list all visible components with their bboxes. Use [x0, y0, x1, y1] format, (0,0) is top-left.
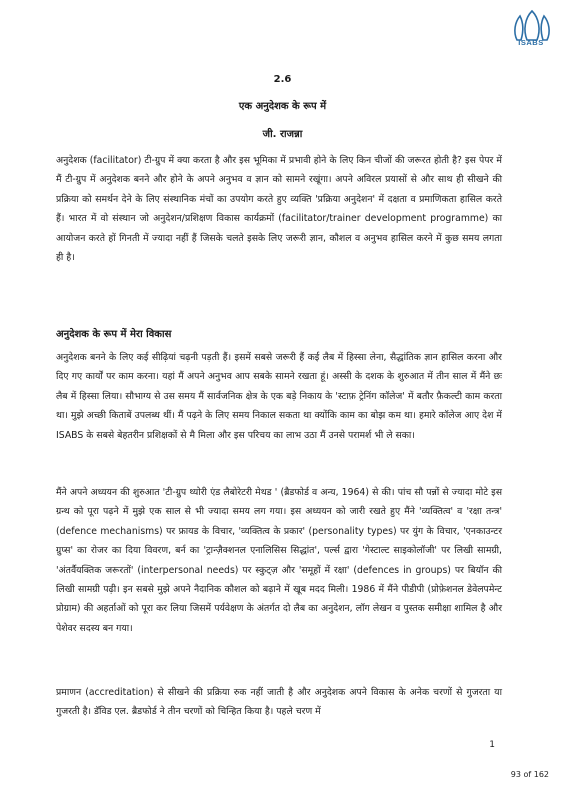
paragraph-3: मैंने अपने अध्ययन की शुरुआत 'टी-ग्रुप थ्योरी एंड लैबोरेटरी मेथड ' (ब्रैडफोर्ड व अन्य, 1964) से की। पांच सौ पन्नों से ज्यादा मोटे इस ग्रन्थ को पूरा पढ़ने में मुझे एक साल से भी ज्यादा समय लग गया। इस अध्ययन को जारी रखते हुए मैंने 'व्यक्तित्व' व 'रक्षा तन्त्र' (defence mechanisms) पर फ्रायड के विचार, 'व्यक्तित्व के प्रकार' (personality types) पर युंग के विचार, 'एनकाउन्टर ग्रुप्स' का रोजर का दिया विवरण, बर्न का 'ट्रान्ज़ैक्शनल एनालिसिस सिद्धांत', पर्ल्स द्वारा 'गेस्टाल्ट साइकोलॉजी' पर लिखी सामग्री, 'अंतर्वैयक्तिक जरूरतों' (interpersonal needs) पर स्कुट्ज़ और 'समूहों में रक्षा' (defences in groups) पर बियॉन की लिखी सामग्री पढ़ी। इन सबसे मुझे अपने नैदानिक कौशल को बढ़ाने में खूब मदद मिली। 1986 में मैंने पीडीपी (प्रोफ़ेशनल डेवेलपमेन्ट प्रोग्राम) की अहर्ताओं को पूरा कर लिया जिसमें पर्यवेक्षण के अंतर्गत दो लैब का अनुदेशन, लॉग लेखन व पुस्तक समीक्षा शामिल है और पेशेवर सदस्य बन गया। — [56, 487, 502, 634]
paragraph-1: अनुदेशक (facilitator) टी-ग्रुप में क्या करता है और इस भूमिका में प्रभावी होने के लिए किन चीजों की जरूरत होती है? इस पेपर में मैं टी-ग्रुप में अनुदेशक बनने और होने के अपने अनुभव व ज्ञान को सामने रखूंगा। अपने अविरल प्रयासों से और साथ ही सीखने की प्रक्रिया को समर्थन देने के लिए संस्थानिक मंचों का उपयोग करते हुए व्यक्ति 'प्रक्रिया अनुदेशन' में दक्षता व प्रमाणिकता हासिल करते हैं। भारत में वो संस्थान जो अनुदेशन/प्रशिक्षण विकास कार्यक्रमों (facilitator/trainer development programme) का आयोजन करते हों गिनती में ज्यादा नहीं हैं जिसके चलते इसके लिए जरूरी ज्ञान, कौशल व अनुभव हासिल करने में कुछ समय लगता ही है। — [56, 155, 502, 264]
page-number: 1 — [489, 740, 495, 750]
section-subheading: अनुदेशक के रूप में मेरा विकास — [56, 329, 172, 340]
logo-text: ISABS — [518, 38, 544, 47]
paragraph-2: अनुदेशक बनने के लिए कई सीढ़ियां चढ़नी पड़ती हैं। इसमें सबसे जरूरी हैं कई लैब में हिस्सा लेना, सैद्धांतिक ज्ञान हासिल करना और दिए गए कार्यों पर काम करना। यहां मैं अपने अनुभव आप सबके सामने रखता हूं। अस्सी के दशक के शुरुआत में तीन साल में मैंने छः लैब में हिस्सा लिया। सौभाग्य से उस समय मैं सार्वजनिक क्षेत्र के एक बड़े निकाय के 'स्टाफ़ ट्रेनिंग कॉलेज' में बतौर फ़ैकल्टी काम करता था। मुझे अच्छी किताबें उपलब्ध थीं। मैं पढ़ने के लिए समय निकाल सकता था क्योंकि काम का बोझ कम था। हमारे कॉलेज आए देश में ISABS के सबसे बेहतरीन प्रशिक्षकों से मै मिला और इस परिचय का लाभ उठा मैं उनसे परामर्श भी ले सका। — [56, 352, 502, 441]
page-count: 93 of 162 — [510, 770, 549, 779]
author-name: जी. राजन्ना — [262, 129, 303, 140]
paragraph-4: प्रमाणन (accreditation) से सीखने की प्रक्रिया रुक नहीं जाती है और अनुदेशक अपने विकास के अनेक चरणों से गुजरता या गुजरती है। डॅविड एल. ब्रैडफोर्ड ने तीन चरणों को चिन्हित किया है। पहले चरण में — [56, 687, 502, 718]
section-number: 2.6 — [273, 74, 292, 85]
page-title: एक अनुदेशक के रूप में — [238, 101, 327, 112]
